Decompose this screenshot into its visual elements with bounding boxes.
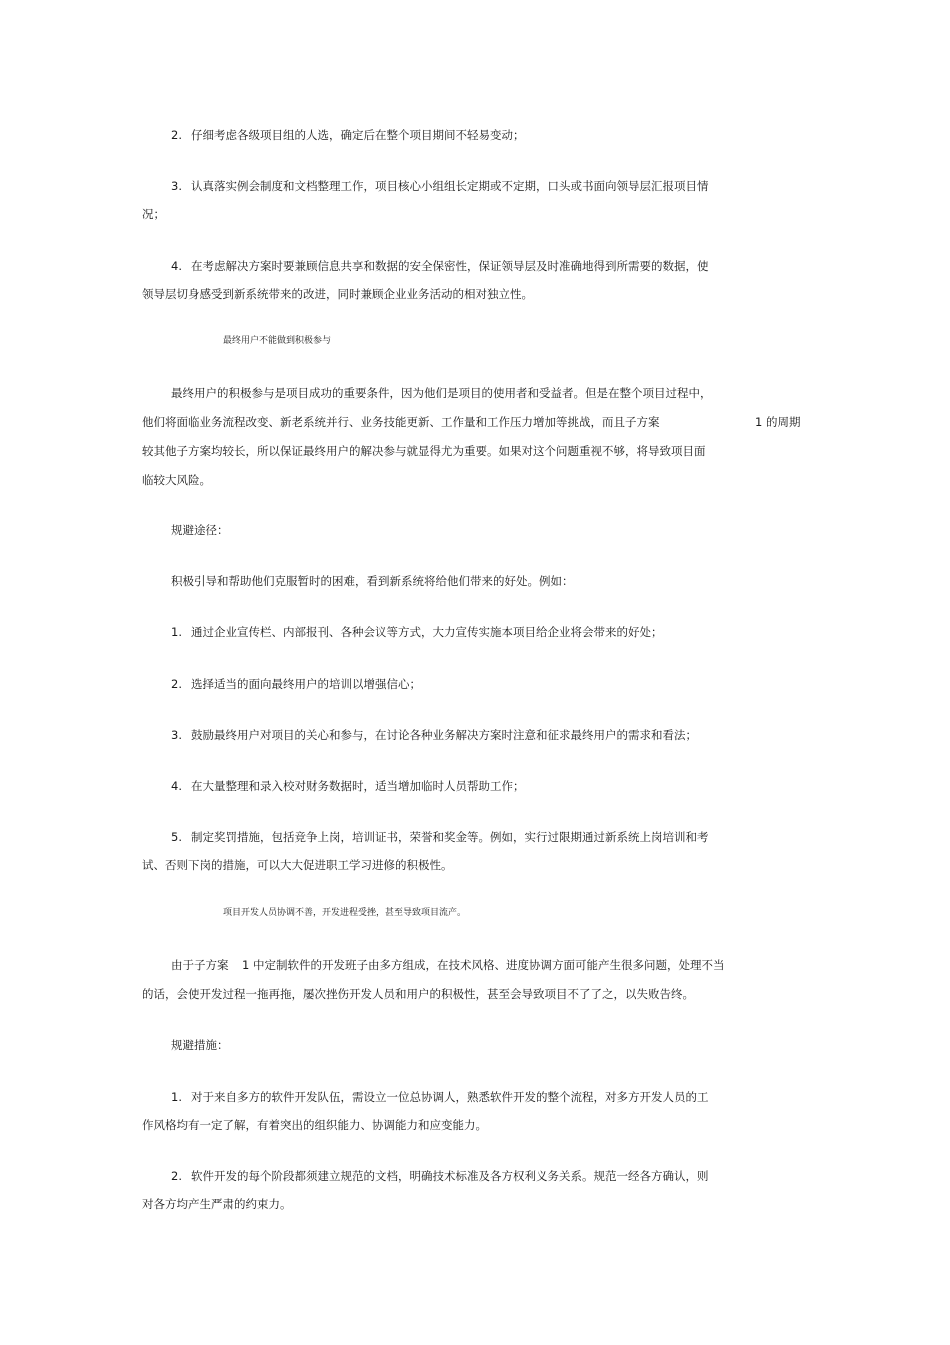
paragraph-line: 1 的周期 <box>755 415 801 429</box>
list-item: 在大量整理和录入校对财务数据时，适当增加临时人员帮助工作； <box>191 779 525 793</box>
list-number: 3. <box>171 728 182 742</box>
list-number: 3. <box>171 179 182 193</box>
list-item: 选择适当的面向最终用户的培训以增强信心； <box>191 677 421 691</box>
paragraph-line: 1 中定制软件的开发班子由多方组成，在技术风格、进度协调方面可能产生很多问题，处理不当 <box>242 958 725 972</box>
list-number: 2. <box>171 1169 182 1183</box>
list-item: 通过企业宣传栏、内部报刊、各种会议等方式，大力宣传实施本项目给企业将会带来的好处； <box>191 625 663 639</box>
section-label: 规避途径： <box>171 523 229 537</box>
section-label: 规避措施： <box>171 1038 229 1052</box>
paragraph-line: 在考虑解决方案时要兼顾信息共享和数据的安全保密性，保证领导层及时准确地得到所需要的数据，使 <box>191 259 709 273</box>
list-item: 软件开发的每个阶段都须建立规范的文档，明确技术标准及各方权利义务关系。规范一经各方确认，则 <box>191 1169 709 1183</box>
paragraph-line: 较其他子方案均较长，所以保证最终用户的解决参与就显得尤为重要。如果对这个问题重视不够，将导致项目面 <box>142 444 706 458</box>
paragraph-line: 他们将面临业务流程改变、新老系统并行、业务技能更新、工作量和工作压力增加等挑战，而且子方案 <box>142 415 660 429</box>
paragraph-line: 最终用户的积极参与是项目成功的重要条件，因为他们是项目的使用者和受益者。但是在整个项目过程中， <box>171 386 712 400</box>
section-heading: 最终用户不能做到积极参与 <box>223 336 332 346</box>
paragraph-line: 由于子方案 <box>171 958 229 972</box>
list-number: 2. <box>171 128 182 142</box>
paragraph-line: 况； <box>142 207 165 221</box>
section-heading: 项目开发人员协调不善，开发进程受挫，甚至导致项目流产。 <box>223 908 467 918</box>
list-number: 4. <box>171 259 182 273</box>
paragraph-line: 积极引导和帮助他们克服暂时的困难，看到新系统将给他们带来的好处。例如： <box>171 574 574 588</box>
list-number: 2. <box>171 677 182 691</box>
list-item-continuation: 试、否则下岗的措施，可以大大促进职工学习进修的积极性。 <box>142 858 453 872</box>
paragraph-line: 仔细考虑各级项目组的人选，确定后在整个项目期间不轻易变动； <box>191 128 525 142</box>
list-item: 鼓励最终用户对项目的关心和参与，在讨论各种业务解决方案时注意和征求最终用户的需求和看法； <box>191 728 697 742</box>
list-item: 对于来自多方的软件开发队伍，需设立一位总协调人，熟悉软件开发的整个流程，对多方开发人员的工 <box>191 1090 709 1104</box>
paragraph-line: 的话，会使开发过程一拖再拖，屡次挫伤开发人员和用户的积极性，甚至会导致项目不了了之，以失败告终。 <box>142 987 694 1001</box>
list-item: 制定奖罚措施，包括竞争上岗，培训证书，荣誉和奖金等。例如，实行过限期通过新系统上岗培训和考 <box>191 830 709 844</box>
list-number: 1. <box>171 1090 182 1104</box>
list-item-continuation: 作风格均有一定了解，有着突出的组织能力、协调能力和应变能力。 <box>142 1118 487 1132</box>
list-number: 1. <box>171 625 182 639</box>
paragraph-line: 领导层切身感受到新系统带来的改进，同时兼顾企业业务活动的相对独立性。 <box>142 287 533 301</box>
paragraph-line: 临较大风险。 <box>142 473 211 487</box>
list-number: 4. <box>171 779 182 793</box>
paragraph-line: 认真落实例会制度和文档整理工作，项目核心小组组长定期或不定期，口头或书面向领导层汇报项目情 <box>191 179 709 193</box>
list-item-continuation: 对各方均产生严肃的约束力。 <box>142 1197 292 1211</box>
list-number: 5. <box>171 830 182 844</box>
